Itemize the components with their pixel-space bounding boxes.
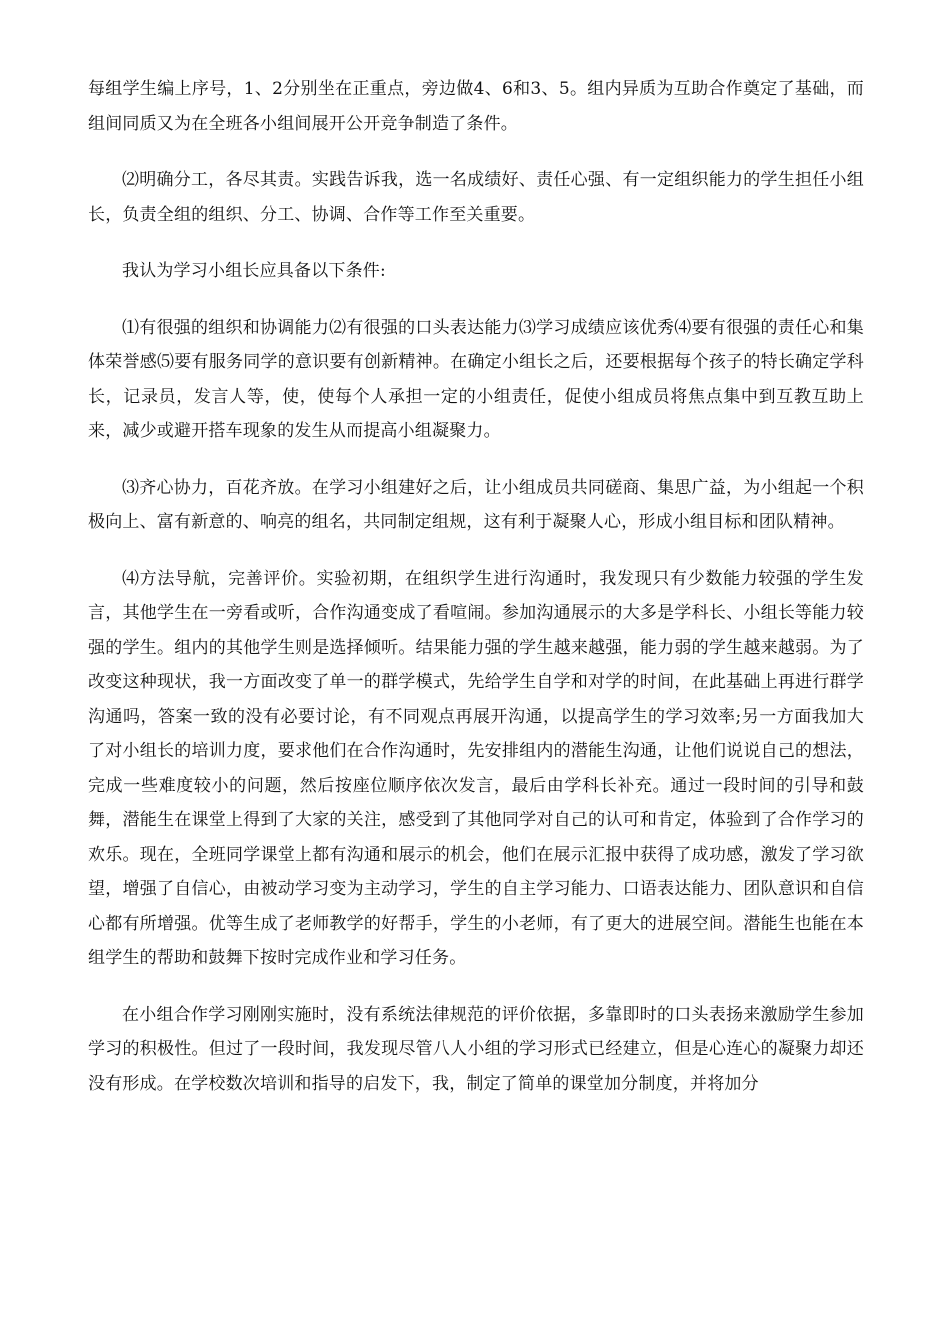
paragraph-continuation: 每组学生编上序号，1、2分别坐在正重点，旁边做4、6和3、5。组内异质为互助合作奠定了基础，而组间同质又为在全班各小组间展开公开竞争制造了条件。 [88,79,864,134]
paragraph-division-of-labor: ⑵明确分工，各尽其责。实践告诉我，选一名成绩好、责任心强、有一定组织能力的学生担任小组长，负责全组的组织、分工、协调、合作等工作至关重要。 [88,170,864,225]
paragraph-leader-conditions-intro: 我认为学习小组长应具备以下条件: [122,261,386,281]
paragraph-leader-conditions: ⑴有很强的组织和协调能力⑵有很强的口头表达能力⑶学习成绩应该优秀⑷要有很强的责任心和集体荣誉感⑸要有服务同学的意识要有创新精神。在确定小组长之后，还要根据每个孩子的特长确定学科长，记录员，发言人等，使，使每个人承担一定的小组责任，促使小组成员将焦点集中到互教互助上来，减少或避开搭车现象的发生从而提高小组凝聚力。 [88,317,864,441]
paragraph-method-guidance: ⑷方法导航，完善评价。实验初期，在组织学生进行沟通时，我发现只有少数能力较强的学生发言，其他学生在一旁看或听，合作沟通变成了看喧闹。参加沟通展示的大多是学科长、小组长等能力较强的学生。组内的其他学生则是选择倾听。结果能力强的学生越来越强，能力弱的学生越来越弱。为了改变这种现状，我一方面改变了单一的群学模式，先给学生自学和对学的时间，在此基础上再进行群学沟通吗，答案一致的没有必要讨论，有不同观点再展开沟通，以提高学生的学习效率;另一方面我加大了对小组长的培训力度，要求他们在合作沟通时，先安排组内的潜能生沟通，让他们说说自己的想法，完成一些难度较小的问题，然后按座位顺序依次发言，最后由学科长补充。通过一段时间的引导和鼓舞，潜能生在课堂上得到了大家的关注，感受到了其他同学对自己的认可和肯定，体验到了合作学习的欢乐。现在，全班同学课堂上都有沟通和展示的机会，他们在展示汇报中获得了成功感，激发了学习欲望，增强了自信心，由被动学习变为主动学习，学生的自主学习能力、口语表达能力、团队意识和自信心都有所增强。优等生成了老师教学的好帮手，学生的小老师，有了更大的进展空间。潜能生也能在本组学生的帮助和鼓舞下按时完成作业和学习任务。 [88,568,864,968]
paragraph-team-naming: ⑶齐心协力，百花齐放。在学习小组建好之后，让小组成员共同磋商、集思广益，为小组起一个积极向上、富有新意的、响亮的组名，共同制定组规，这有利于凝聚人心，形成小组目标和团队精神。 [88,477,864,532]
paragraph-evaluation: 在小组合作学习刚刚实施时，没有系统法律规范的评价依据，多靠即时的口头表扬来激励学生参加学习的积极性。但过了一段时间，我发现尽管八人小组的学习形式已经建立，但是心连心的凝聚力却还没有形成。在学校数次培训和指导的启发下，我，制定了简单的课堂加分制度，并将加分 [88,1004,864,1094]
